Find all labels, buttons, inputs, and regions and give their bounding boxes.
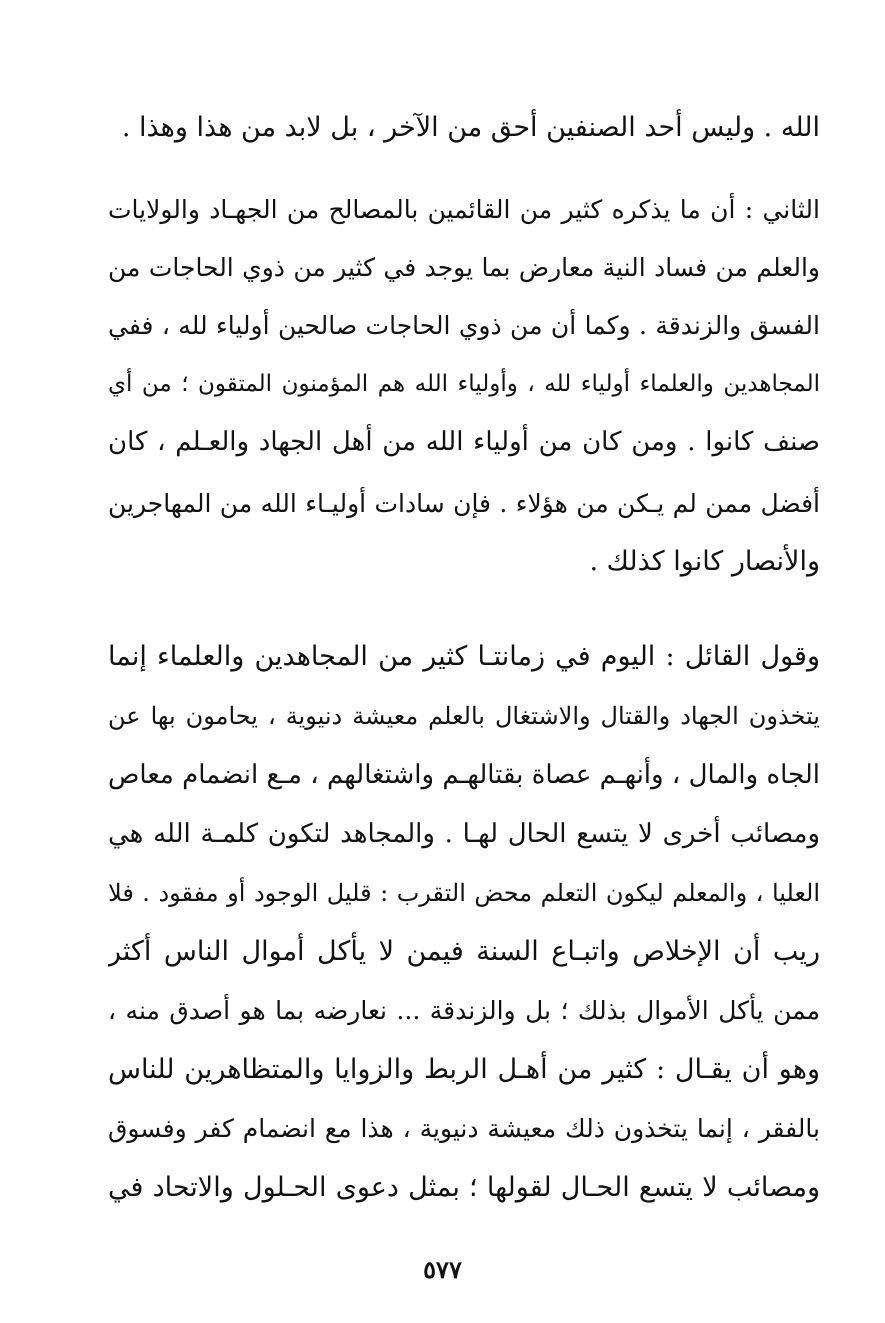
text-line: صنف كانوا . ومن كان من أولياء الله من أهل الجهاد والعـلم ، كان — [108, 427, 820, 457]
text-line: المجاهدين والعلماء أولياء لله ، وأولياء الله هم المؤمنون المتقون ؛ من أي — [108, 371, 820, 397]
text-line: ممن يأكل الأموال بذلك ؛ بل والزندقة ... نعارضه بما هو أصدق منه ، — [108, 996, 820, 1025]
text-line: والعلم من فساد النية معارض بما يوجد في كثير من ذوي الحاجات من — [108, 253, 820, 282]
text-line: يتخذون الجهاد والقتال والاشتغال بالعلم معيشة دنيوية ، يحامون بها عن — [108, 702, 820, 730]
text-line: ومصائب أخرى لا يتسع الحال لهـا . والمجاهد لتكون كلمـة الله هي — [108, 819, 820, 849]
text-line: ومصائب لا يتسع الحـال لقولها ؛ بمثل دعوى الحـلول والاتحاد في — [108, 1172, 820, 1203]
text-line: الجاه والمال ، وأنهـم عصاة بقتالهـم واشتغالهم ، مـع انضمام معاص — [108, 760, 820, 790]
text-line: الله . وليس أحد الصنفين أحق من الآخر ، بل لابد من هذا وهذا . — [121, 112, 820, 143]
text-line: بالفقر ، إنما يتخذون ذلك معيشة دنيوية ، هذا مع انضمام كفر وفسوق — [108, 1114, 820, 1143]
page-number: ٥٧٧ — [423, 1255, 462, 1284]
text-line: وقول القائل : اليوم في زمانتـا كثير من المجاهدين والعلماء إنما — [108, 641, 820, 672]
text-line: الفسق والزندقة . وكما أن من ذوي الحاجات صالحين أولياء لله ، ففي — [108, 311, 820, 340]
text-line: والأنصار كانوا كذلك . — [589, 546, 820, 577]
text-line: أفضل ممن لم يـكن من هؤلاء . فإن سادات أوليـاء الله من المهاجرين — [108, 489, 820, 518]
text-line: وهو أن يقـال : كثير من أهـل الربط والزوايا والمتظاهرين للناس — [108, 1054, 820, 1085]
text-line: ريب أن الإخلاص واتبـاع السنة فيمن لا يأكل أموال الناس أكثر — [108, 936, 820, 967]
text-line: العليا ، والمعلم ليكون التعلم محض التقرب : قليل الوجود أو مفقود . فلا — [108, 879, 820, 907]
text-line: الثاني : أن ما يذكره كثير من القائمين بالمصالح من الجهـاد والولايات — [108, 195, 820, 224]
